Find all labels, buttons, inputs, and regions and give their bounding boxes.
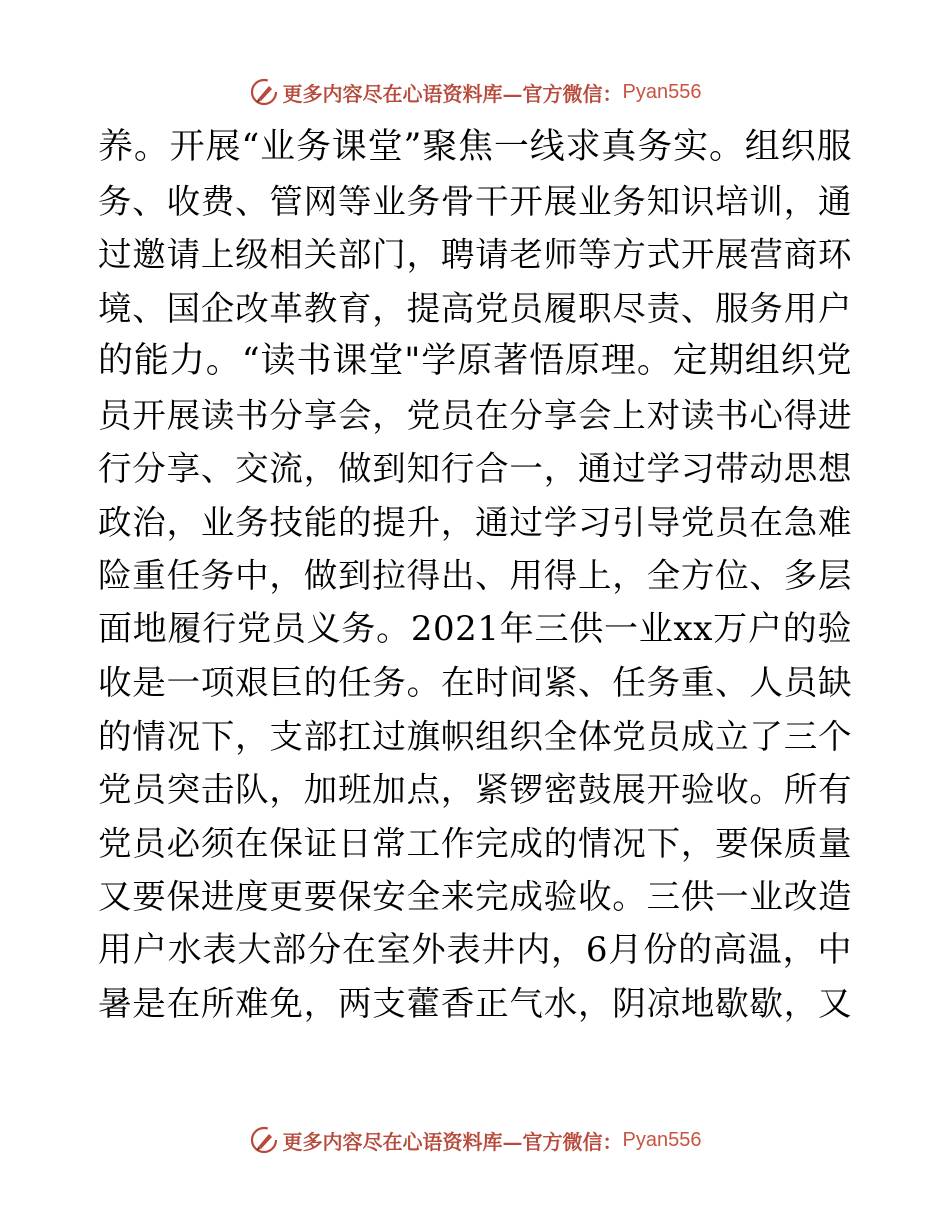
- footer-banner: [0, 1120, 950, 1160]
- body-line: 暑是在所难免，两支藿香正气水，阴凉地歇歇，又: [98, 984, 852, 1023]
- body-line: 境、国企改革教育，提高党员履职尽责、服务用户: [98, 288, 852, 328]
- header-banner-text: 更多内容尽在心语资料库—官方微信：: [282, 81, 623, 106]
- body-line: 险重任务中，做到拉得出、用得上，全方位、多层: [98, 556, 852, 595]
- body-line: 政治，业务技能的提升，通过学习引导党员在急难: [98, 502, 852, 542]
- header-wechat-id: Pyan556: [622, 80, 702, 103]
- footer-wechat-id: Pyan556: [622, 1128, 702, 1151]
- body-line: 党员突击队，加班加点，紧锣密鼓展开验收。所有: [98, 770, 852, 809]
- pen-logo-icon: [249, 1125, 279, 1155]
- body-line: 务、收费、管网等业务骨干开展业务知识培训，通: [98, 181, 852, 221]
- footer-banner-text: 更多内容尽在心语资料库—官方微信：: [282, 1129, 623, 1154]
- body-line: 收是一项艰巨的任务。在时间紧、任务重、人员缺: [98, 663, 852, 702]
- body-line: 的能力。“读书课堂"学原著悟原理。定期组织党: [98, 341, 852, 381]
- body-line: 党员必须在保证日常工作完成的情况下，要保质量: [98, 823, 852, 863]
- body-line: 用户水表大部分在室外表井内，6月份的高温，中: [98, 929, 852, 970]
- document-body: [98, 121, 852, 1031]
- body-line: 又要保进度更要保安全来完成验收。三供一业改造: [98, 877, 852, 916]
- header-banner: [0, 72, 950, 112]
- body-line: 养。开展“业务课堂”聚焦一线求真务实。组织服: [98, 127, 852, 167]
- body-line: 员开展读书分享会，党员在分享会上对读书心得进: [98, 395, 852, 435]
- body-line: 过邀请上级相关部门，聘请老师等方式开展营商环: [98, 235, 852, 274]
- body-line: 行分享、交流，做到知行合一，通过学习带动思想: [98, 449, 852, 488]
- body-line: 面地履行党员义务。2021年三供一业xx万户的验: [98, 608, 852, 649]
- body-line: 的情况下，支部扛过旗帜组织全体党员成立了三个: [98, 716, 852, 756]
- pen-logo-icon: [249, 77, 279, 107]
